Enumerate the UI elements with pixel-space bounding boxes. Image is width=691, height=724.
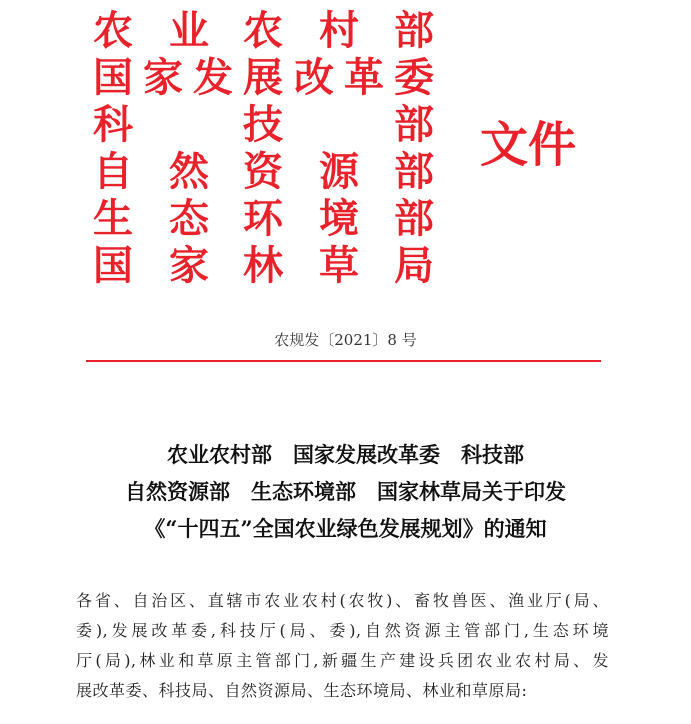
masthead-char: 国 xyxy=(93,54,133,101)
masthead-char: 改 xyxy=(294,54,334,101)
masthead-char: 业 xyxy=(169,7,209,54)
masthead-char: 部 xyxy=(394,148,434,195)
document-number: 农规发〔2021〕8 号 xyxy=(274,331,417,349)
masthead-char: 源 xyxy=(319,148,359,195)
red-separator-line xyxy=(86,360,601,362)
masthead-char: 草 xyxy=(319,242,359,289)
masthead-char: 展 xyxy=(243,54,283,101)
masthead-char: 科 xyxy=(93,101,133,148)
masthead-char: 家 xyxy=(143,54,183,101)
masthead-char: 农 xyxy=(93,7,133,54)
salutation-line: 展改革委、科技局、自然资源局、生态环境局、林业和草原局: xyxy=(76,681,528,700)
masthead-char: 境 xyxy=(319,195,359,242)
masthead-char: 发 xyxy=(193,54,233,101)
salutation-line: 厅(局),林业和草原主管部门,新疆生产建设兵团农业农村局、发 xyxy=(76,651,609,670)
masthead-char: 局 xyxy=(394,242,434,289)
title-line: 自然资源部 生态环境部 国家林草局关于印发 xyxy=(125,479,566,504)
masthead-suffix: 文件 xyxy=(480,117,577,173)
title-line: 《“十四五”全国农业绿色发展规划》的通知 xyxy=(144,516,547,541)
masthead-char: 家 xyxy=(169,242,209,289)
masthead-char: 村 xyxy=(319,7,359,54)
masthead-char: 技 xyxy=(243,101,283,148)
masthead-char: 革 xyxy=(344,54,384,101)
notice-title xyxy=(0,436,691,547)
masthead-char: 农 xyxy=(243,7,283,54)
masthead-char: 委 xyxy=(394,54,434,101)
masthead-char: 林 xyxy=(243,242,283,289)
masthead-char: 部 xyxy=(394,195,434,242)
masthead-char: 部 xyxy=(394,101,434,148)
title-line: 农业农村部 国家发展改革委 科技部 xyxy=(167,442,524,467)
masthead-char: 环 xyxy=(243,195,283,242)
masthead-char: 国 xyxy=(93,242,133,289)
salutation-line: 委),发展改革委,科技厅(局、委),自然资源主管部门,生态环境 xyxy=(76,621,609,640)
masthead-char: 态 xyxy=(169,195,209,242)
masthead-char: 自 xyxy=(93,148,133,195)
masthead-char: 生 xyxy=(93,195,133,242)
masthead-char: 资 xyxy=(243,148,283,195)
masthead-char: 部 xyxy=(394,7,434,54)
salutation-line: 各省、自治区、直辖市农业农村(农牧)、畜牧兽医、渔业厅(局、 xyxy=(76,591,609,610)
masthead-char: 然 xyxy=(169,148,209,195)
salutation-paragraph xyxy=(76,586,609,706)
